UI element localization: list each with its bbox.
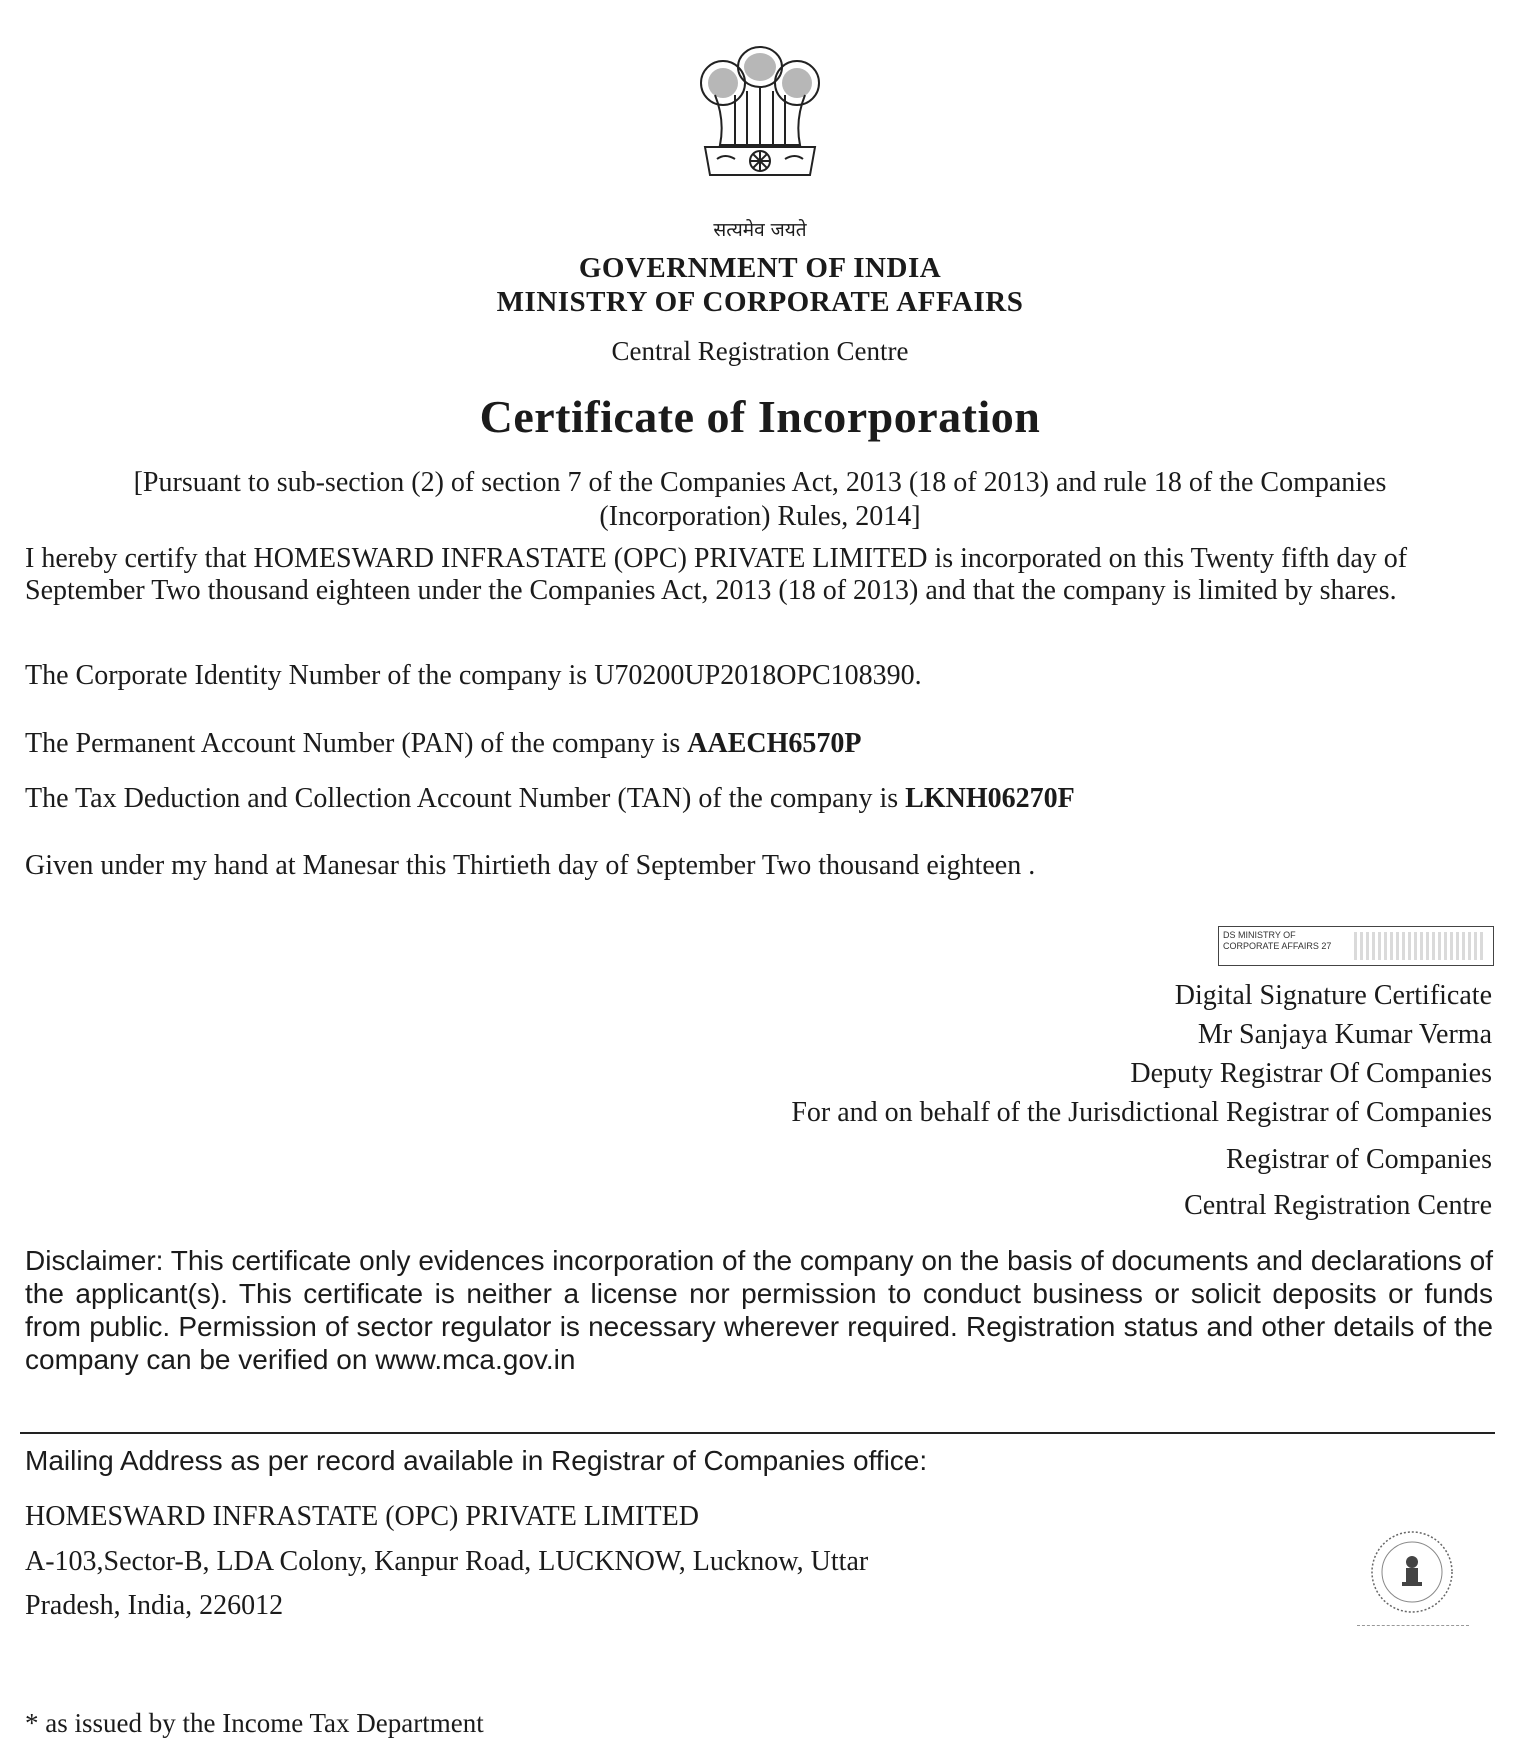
disclaimer-paragraph: Disclaimer: This certificate only evidences incorporation of the company on the basis of documents and declarations of the applicant(s). This certificate is neither a license nor permission to conduct business or solicit deposits or funds from public. Permission of sector regulator is necessary wherever required. Registration status and other details of the company can be verified on www.mca.gov.in: [25, 1245, 1493, 1375]
pursuant-line-2: (Incorporation) Rules, 2014]: [599, 501, 921, 532]
pan-value: AAECH6570P: [687, 728, 862, 759]
seal-underline: [1357, 1625, 1469, 1626]
section-divider: [20, 1432, 1495, 1434]
ds-box-detail: [1354, 932, 1484, 960]
pan-line: [25, 728, 862, 760]
document-title: Certificate of Incorporation: [479, 391, 1041, 442]
national-emblem-icon: [695, 25, 825, 225]
signature-designation: Deputy Registrar Of Companies: [1130, 1058, 1492, 1089]
mailing-heading: Mailing Address as per record available in Registrar of Companies office:: [25, 1445, 928, 1476]
signature-name: Mr Sanjaya Kumar Verma: [1197, 1019, 1492, 1050]
mailing-company: HOMESWARD INFRASTATE (OPC) PRIVATE LIMITED: [25, 1501, 699, 1532]
official-seal-icon: [1368, 1528, 1456, 1616]
tan-line: [25, 783, 1075, 815]
certify-paragraph: I hereby certify that HOMESWARD INFRASTATE (OPC) PRIVATE LIMITED is incorporated on this Twenty fifth day of September Two thousand eighteen under the Companies Act, 2013 (18 of 2013) and that the company is limited by shares.: [25, 543, 1408, 606]
cin-value: U70200UP2018OPC108390.: [594, 660, 922, 691]
digital-signature-box: [1218, 926, 1494, 966]
ministry-heading: MINISTRY OF CORPORATE AFFAIRS: [496, 286, 1024, 318]
emblem-motto: सत्यमेव जयते: [713, 219, 807, 241]
given-line: Given under my hand at Manesar this Thirtieth day of September Two thousand eighteen .: [25, 850, 1036, 881]
tan-value: LKNH06270F: [905, 783, 1075, 814]
signature-line-1: Digital Signature Certificate: [1174, 980, 1492, 1011]
pursuant-line-1: [Pursuant to sub-section (2) of section 7 of the Companies Act, 2013 (18 of 2013) and rule 18 of the Companies: [133, 467, 1387, 498]
cin-line: [25, 660, 922, 692]
ds-box-line-2: CORPORATE AFFAIRS 27: [1223, 941, 1332, 951]
pursuant-note: [60, 466, 1460, 534]
pan-label: The Permanent Account Number (PAN) of the company is: [25, 728, 688, 759]
signature-centre: Central Registration Centre: [1184, 1190, 1492, 1221]
centre-heading: Central Registration Centre: [611, 336, 909, 366]
government-heading: GOVERNMENT OF INDIA: [578, 252, 942, 284]
signature-registrar: Registrar of Companies: [1226, 1144, 1492, 1175]
footnote: * as issued by the Income Tax Department: [25, 1708, 484, 1738]
signature-behalf: For and on behalf of the Jurisdictional Registrar of Companies: [791, 1097, 1492, 1128]
ds-box-line-1: DS MINISTRY OF: [1223, 930, 1296, 940]
mailing-address-line-2: Pradesh, India, 226012: [25, 1590, 284, 1621]
mailing-address-line-1: A-103,Sector-B, LDA Colony, Kanpur Road, LUCKNOW, Lucknow, Uttar: [25, 1546, 869, 1577]
ds-box-label: [1223, 930, 1331, 952]
tan-label: The Tax Deduction and Collection Account Number (TAN) of the company is: [25, 783, 906, 814]
cin-label: The Corporate Identity Number of the company is: [25, 660, 595, 691]
